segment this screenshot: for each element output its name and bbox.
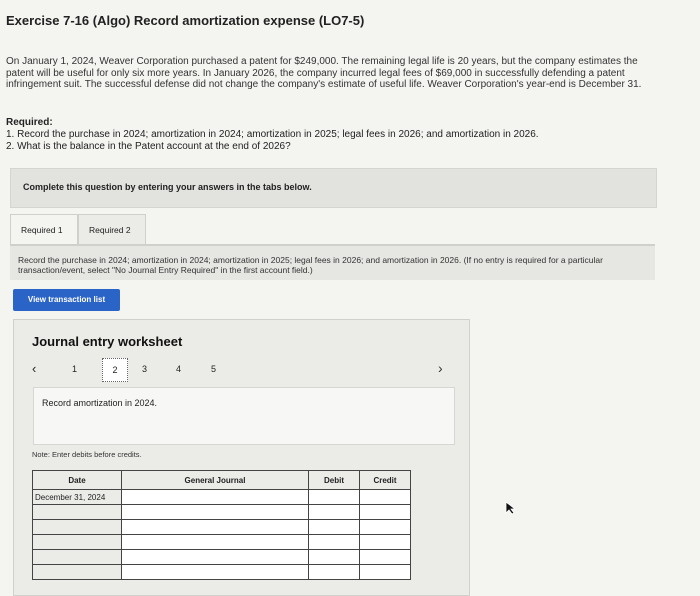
debit-field[interactable] — [309, 535, 360, 550]
debit-field[interactable] — [309, 520, 360, 535]
tab-instructions — [10, 244, 655, 280]
col-credit: Credit — [360, 471, 411, 490]
debit-field[interactable] — [309, 565, 360, 580]
date-cell[interactable] — [33, 505, 122, 520]
table-row — [33, 490, 411, 505]
account-field[interactable] — [122, 490, 309, 505]
table-row — [33, 550, 411, 565]
page-2-active[interactable]: 2 — [102, 358, 128, 382]
required-heading: Required: — [6, 117, 53, 128]
credit-field[interactable] — [360, 520, 411, 535]
table-row — [33, 535, 411, 550]
mouse-cursor-icon — [505, 501, 517, 515]
account-field[interactable] — [122, 535, 309, 550]
tab-required-2[interactable]: Required 2 — [78, 214, 146, 244]
credit-field[interactable] — [360, 550, 411, 565]
credit-field[interactable] — [360, 535, 411, 550]
date-cell[interactable] — [33, 550, 122, 565]
chevron-left-icon[interactable]: ‹ — [32, 361, 37, 376]
tab-instructions-text: Record the purchase in 2024; amortization in 2024; amortization in 2025; legal fees in 2026; and amortization in 2026. (If no entry is required for a particular transaction/event, select "No Journal Entry Required" in the first account field.) — [18, 255, 603, 275]
credit-field[interactable] — [360, 505, 411, 520]
instruction-banner — [10, 168, 657, 208]
required-item-1: 1. Record the purchase in 2024; amortization in 2024; amortization in 2025; legal fees in 2026; and amortization in 2026. — [6, 129, 539, 140]
col-general-journal: General Journal — [122, 471, 309, 490]
date-cell[interactable] — [33, 565, 122, 580]
account-field[interactable] — [122, 550, 309, 565]
table-row — [33, 565, 411, 580]
banner-text: Complete this question by entering your answers in the tabs below. — [23, 182, 312, 192]
journal-entry-worksheet — [13, 319, 470, 596]
credit-field[interactable] — [360, 565, 411, 580]
account-field[interactable] — [122, 505, 309, 520]
entry-instruction: Record amortization in 2024. — [42, 398, 158, 408]
table-row — [33, 520, 411, 535]
problem-text: On January 1, 2024, Weaver Corporation purchased a patent for $249,000. The remaining legal life is 20 years, but the company estimates the patent will be useful for only six more years. In January 2026, the company incurred legal fees of $69,000 in successfully defending a patent infringement suit. The successful defense did not change the company's estimate of useful life. Weaver Corporation's year-end is December 31. — [6, 56, 642, 90]
debit-field[interactable] — [309, 490, 360, 505]
table-row — [33, 505, 411, 520]
required-list — [6, 129, 539, 152]
tab-required-1[interactable]: Required 1 — [10, 214, 78, 244]
page-5[interactable]: 5 — [211, 364, 217, 374]
account-field[interactable] — [122, 565, 309, 580]
date-cell[interactable] — [33, 520, 122, 535]
date-cell[interactable] — [33, 535, 122, 550]
date-cell[interactable]: December 31, 2024 — [33, 490, 122, 505]
credit-field[interactable] — [360, 490, 411, 505]
page-1[interactable]: 1 — [72, 364, 78, 374]
col-debit: Debit — [309, 471, 360, 490]
journal-table — [32, 470, 411, 580]
view-transaction-list-button[interactable]: View transaction list — [13, 289, 120, 311]
debit-field[interactable] — [309, 505, 360, 520]
page-3[interactable]: 3 — [142, 364, 148, 374]
col-date: Date — [33, 471, 122, 490]
chevron-right-icon[interactable]: › — [438, 360, 443, 376]
debits-note: Note: Enter debits before credits. — [32, 450, 142, 459]
required-item-2: 2. What is the balance in the Patent account at the end of 2026? — [6, 140, 291, 152]
entry-instruction-box — [33, 387, 455, 445]
account-field[interactable] — [122, 520, 309, 535]
page-4[interactable]: 4 — [176, 364, 182, 374]
debit-field[interactable] — [309, 550, 360, 565]
worksheet-title: Journal entry worksheet — [32, 334, 183, 349]
exercise-title: Exercise 7-16 (Algo) Record amortization expense (LO7-5) — [6, 13, 365, 28]
